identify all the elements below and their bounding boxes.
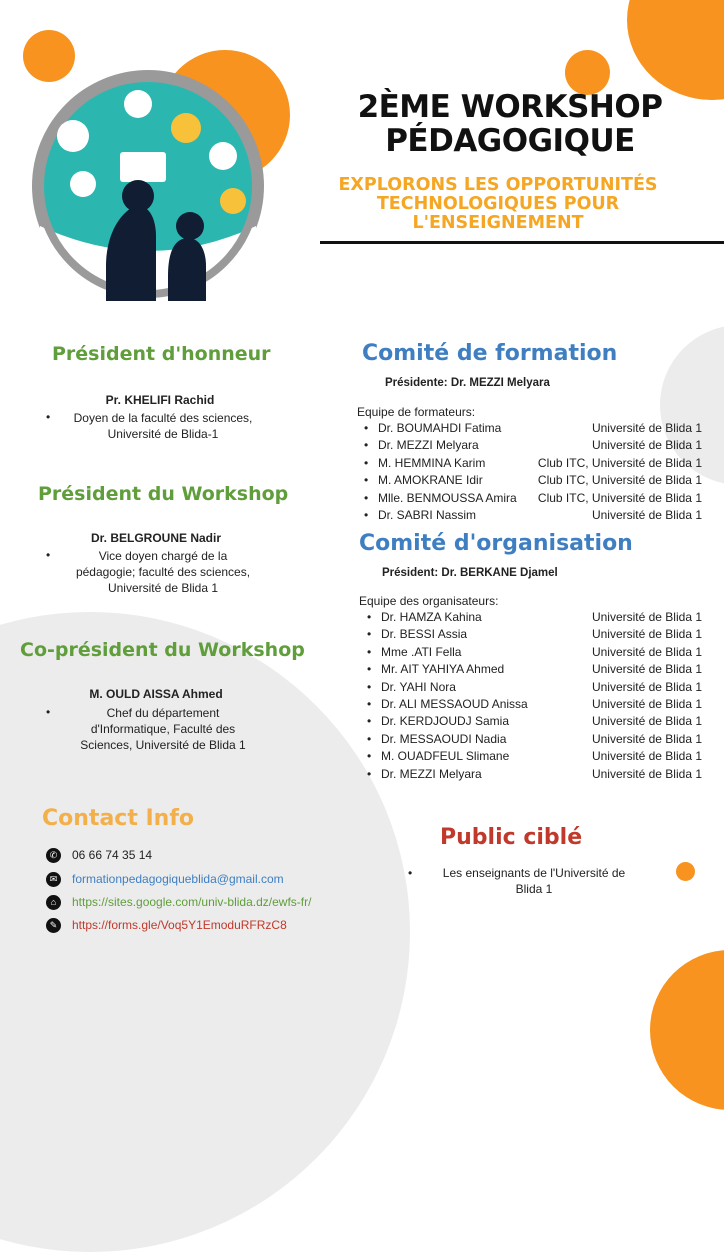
honorary-president-desc xyxy=(58,410,268,442)
page-subtitle xyxy=(318,176,678,233)
bullet: • xyxy=(364,507,369,522)
member-affiliation: Université de Blida 1 xyxy=(591,766,702,781)
member-name: Mme .ATI Fella xyxy=(381,644,462,659)
contact-site-link[interactable]: https://sites.google.com/univ-blida.dz/ewfs-fr/ xyxy=(72,895,312,909)
member-name: Dr. MESSAOUDI Nadia xyxy=(381,731,507,746)
formation-committee-heading: Comité de formation xyxy=(362,341,618,366)
contact-email-link[interactable]: formationpedagogiqueblida@gmail.com xyxy=(72,872,284,886)
member-name: Dr. BESSI Assia xyxy=(381,627,468,642)
member-name: M. OUADFEUL Slimane xyxy=(381,749,510,764)
bullet: • xyxy=(367,696,372,711)
member-affiliation: Club ITC, Université de Blida 1 xyxy=(537,490,702,505)
decor-circle-bottom-right xyxy=(650,950,724,1110)
bullet: • xyxy=(367,679,372,694)
list-item xyxy=(364,420,702,437)
audience-heading: Public ciblé xyxy=(440,825,583,850)
list-item xyxy=(367,644,702,661)
formation-team-label: Equipe de formateurs: xyxy=(357,405,476,419)
formation-members-list xyxy=(364,420,702,524)
phone-icon: ✆ xyxy=(46,848,61,863)
list-item xyxy=(367,696,702,713)
formation-committee-president: Présidente: Dr. MEZZI Melyara xyxy=(385,377,550,389)
bullet: • xyxy=(364,421,369,435)
bullet: • xyxy=(367,749,372,764)
bullet: • xyxy=(364,490,369,505)
list-item xyxy=(364,455,702,472)
member-affiliation: Université de Blida 1 xyxy=(591,696,702,711)
bullet: • xyxy=(46,705,51,719)
header-divider xyxy=(320,241,724,244)
member-affiliation: Université de Blida 1 xyxy=(591,438,702,453)
honorary-president-heading: Président d'honneur xyxy=(52,343,271,365)
copresident-desc xyxy=(58,705,268,753)
member-name: M. AMOKRANE Idir xyxy=(378,473,483,488)
title-line-2: PÉDAGOGIQUE xyxy=(385,123,635,159)
member-name: Mlle. BENMOUSSA Amira xyxy=(378,490,517,505)
list-item xyxy=(367,609,702,626)
member-name: Dr. YAHI Nora xyxy=(381,679,456,694)
member-affiliation: Université de Blida 1 xyxy=(591,749,702,764)
decor-circle-top-right xyxy=(627,0,724,100)
copresident-name: M. OULD AISSA Ahmed xyxy=(89,687,223,701)
bullet: • xyxy=(46,410,51,424)
member-name: Dr. SABRI Nassim xyxy=(378,507,477,522)
list-item xyxy=(364,507,702,524)
subtitle-line-2: TECHNOLOGIQUES POUR xyxy=(376,194,620,214)
desc-line: Sciences, Université de Blida 1 xyxy=(80,738,246,752)
desc-line: pédagogie; faculté des sciences, xyxy=(75,565,251,579)
desc-line: Université de Blida-1 xyxy=(107,427,219,441)
header-illustration xyxy=(28,66,268,306)
bullet: • xyxy=(367,627,372,642)
member-name: Dr. ALI MESSAOUD Anissa xyxy=(381,696,528,711)
bullet: • xyxy=(408,866,413,880)
member-affiliation: Université de Blida 1 xyxy=(591,507,702,522)
list-item xyxy=(367,679,702,696)
member-name: Dr. HAMZA Kahina xyxy=(381,610,482,624)
member-affiliation: Université de Blida 1 xyxy=(591,610,702,624)
bullet: • xyxy=(367,714,372,729)
bullet: • xyxy=(367,766,372,781)
bullet: • xyxy=(364,438,369,453)
bullet: • xyxy=(364,455,369,470)
member-affiliation: Club ITC, Université de Blida 1 xyxy=(537,455,702,470)
list-item xyxy=(367,661,702,678)
bullet: • xyxy=(367,662,372,677)
bullet: • xyxy=(364,473,369,488)
list-item xyxy=(364,472,702,489)
member-name: Dr. MEZZI Melyara xyxy=(378,438,479,453)
bullet: • xyxy=(367,610,372,624)
copresident-heading: Co-président du Workshop xyxy=(20,639,305,661)
member-affiliation: Université de Blida 1 xyxy=(591,644,702,659)
desc-line: Vice doyen chargé de la xyxy=(98,549,228,563)
contact-phone: 06 66 74 35 14 xyxy=(72,848,153,862)
contact-heading: Contact Info xyxy=(42,806,195,831)
page-title xyxy=(330,90,690,158)
desc-line: Chef du département xyxy=(106,706,220,720)
list-item xyxy=(364,490,702,507)
desc-line: Doyen de la faculté des sciences, xyxy=(73,411,253,425)
organisation-members-list xyxy=(367,609,702,783)
member-affiliation: Université de Blida 1 xyxy=(591,421,702,435)
member-name: Mr. AIT YAHIYA Ahmed xyxy=(381,662,505,677)
organisation-committee-president: Président: Dr. BERKANE Djamel xyxy=(382,567,558,579)
workshop-president-name: Dr. BELGROUNE Nadir xyxy=(90,531,222,545)
home-icon: ⌂ xyxy=(46,895,61,910)
desc-line: Les enseignants de l'Université de xyxy=(442,866,626,880)
honorary-president-name: Pr. KHELIFI Rachid xyxy=(105,393,215,407)
bullet: • xyxy=(46,548,51,562)
title-line-1: 2ÈME WORKSHOP xyxy=(357,89,663,125)
desc-line: Université de Blida 1 xyxy=(107,581,219,595)
organisation-committee-heading: Comité d'organisation xyxy=(359,531,633,556)
list-item xyxy=(367,766,702,783)
member-name: M. HEMMINA Karim xyxy=(378,455,486,470)
desc-line: Blida 1 xyxy=(515,882,553,896)
organisation-team-label: Equipe des organisateurs: xyxy=(359,594,499,608)
member-name: Dr. BOUMAHDI Fatima xyxy=(378,421,502,435)
list-item xyxy=(367,626,702,643)
member-affiliation: Université de Blida 1 xyxy=(591,679,702,694)
list-item xyxy=(364,437,702,454)
workshop-president-heading: Président du Workshop xyxy=(38,483,289,505)
decor-circle-small-bottom xyxy=(676,862,695,881)
education-illustration xyxy=(28,66,268,306)
member-affiliation: Université de Blida 1 xyxy=(591,662,702,677)
contact-form-link[interactable]: https://forms.gle/Voq5Y1EmoduRFRzC8 xyxy=(72,918,287,932)
member-affiliation: Université de Blida 1 xyxy=(591,714,702,729)
member-affiliation: Club ITC, Université de Blida 1 xyxy=(537,473,702,488)
member-affiliation: Université de Blida 1 xyxy=(591,731,702,746)
subtitle-line-3: L'ENSEIGNEMENT xyxy=(412,213,584,233)
list-item xyxy=(367,731,702,748)
workshop-president-desc xyxy=(58,548,268,596)
bullet: • xyxy=(367,644,372,659)
pen-icon: ✎ xyxy=(46,918,61,933)
bullet: • xyxy=(367,731,372,746)
member-affiliation: Université de Blida 1 xyxy=(591,627,702,642)
member-name: Dr. KERDJOUDJ Samia xyxy=(381,714,510,729)
member-name: Dr. MEZZI Melyara xyxy=(381,766,482,781)
subtitle-line-1: EXPLORONS LES OPPORTUNITÉS xyxy=(338,175,658,195)
audience-desc xyxy=(420,865,648,897)
desc-line: d'Informatique, Faculté des xyxy=(90,722,236,736)
email-icon: ✉ xyxy=(46,872,61,887)
list-item xyxy=(367,713,702,730)
list-item xyxy=(367,748,702,765)
